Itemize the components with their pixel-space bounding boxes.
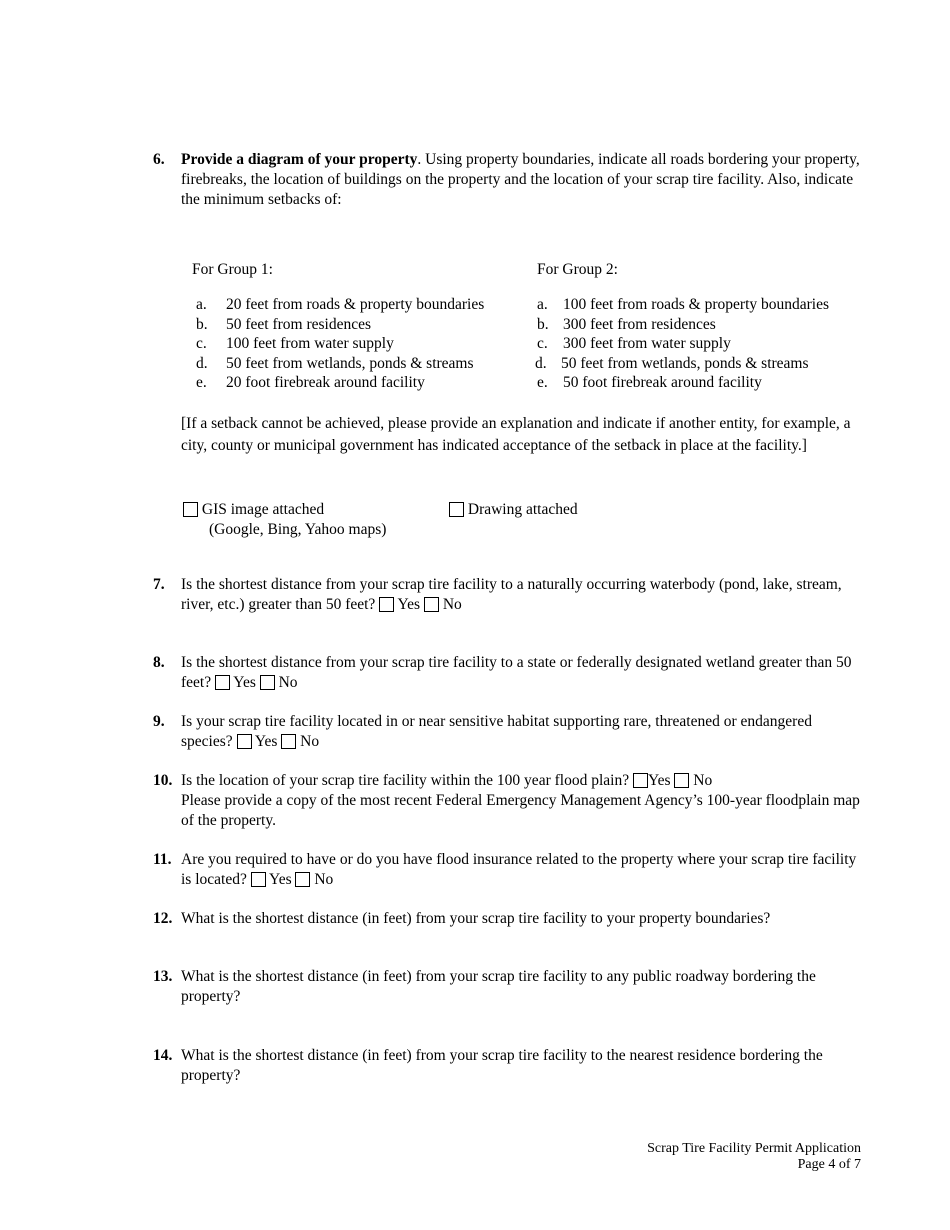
page-number: Page 4 of 7 <box>797 1157 861 1172</box>
group1-item: a. 20 feet from roads & property boundaries <box>196 296 485 313</box>
no-checkbox[interactable] <box>295 872 310 887</box>
question-number: 14. <box>153 1047 173 1064</box>
question-number: 11. <box>153 851 172 868</box>
question-10 <box>153 771 863 831</box>
question-number: 7. <box>153 576 165 593</box>
question-text: What is the shortest distance (in feet) from your scrap tire facility to the nearest residence bordering the property? <box>181 1047 823 1084</box>
question-title: Provide a diagram of your property <box>181 151 418 168</box>
question-text: What is the shortest distance (in feet) from your scrap tire facility to any public roadway bordering the property? <box>181 968 816 1005</box>
no-checkbox[interactable] <box>260 675 275 690</box>
page-footer <box>647 1141 861 1173</box>
question-number: 10. <box>153 772 173 789</box>
question-text: Is the shortest distance from your scrap tire facility to a naturally occurring waterbody (pond, lake, stream, river, etc.) greater than 50 feet? <box>181 576 842 613</box>
group1-item: c. 100 feet from water supply <box>196 335 394 352</box>
group2-item: a. 100 feet from roads & property boundaries <box>537 296 830 313</box>
no-checkbox[interactable] <box>674 773 689 788</box>
no-label: No <box>442 596 462 613</box>
group1-item: b. 50 feet from residences <box>196 316 372 333</box>
group2-item: c. 300 feet from water supply <box>537 335 731 352</box>
no-label: No <box>693 772 713 789</box>
gis-sublabel: (Google, Bing, Yahoo maps) <box>209 521 387 538</box>
group2-heading: For Group 2: <box>537 261 618 278</box>
yes-checkbox[interactable] <box>237 734 252 749</box>
question-text: Is the location of your scrap tire facility within the 100 year flood plain? <box>181 772 630 789</box>
question-number: 8. <box>153 654 165 671</box>
drawing-option <box>449 500 578 520</box>
question-12 <box>153 909 863 929</box>
yes-checkbox[interactable] <box>633 773 648 788</box>
yes-label: Yes <box>269 871 292 888</box>
no-label: No <box>278 674 298 691</box>
yes-label: Yes <box>233 674 256 691</box>
group2-item: d. 50 feet from wetlands, ponds & streams <box>535 355 809 372</box>
gis-checkbox[interactable] <box>183 502 198 517</box>
no-label: No <box>300 733 320 750</box>
question-text: Provide a diagram of your property. Using property boundaries, indicate all roads bordering your property, firebreaks, the location of buildings on the property and the location of your scrap tire facility. Also, indicate the minimum setbacks of: <box>181 151 860 208</box>
footer-title: Scrap Tire Facility Permit Application <box>647 1141 861 1156</box>
question-text: Are you required to have or do you have flood insurance related to the property where your scrap tire facility is located? <box>181 851 857 888</box>
gis-label: GIS image attached <box>201 501 325 518</box>
no-checkbox[interactable] <box>424 597 439 612</box>
no-label: No <box>314 871 334 888</box>
no-checkbox[interactable] <box>281 734 296 749</box>
group2-item: e. 50 foot firebreak around facility <box>537 374 762 391</box>
question-6 <box>153 150 863 210</box>
question-number: 6. <box>153 151 165 168</box>
group1-heading: For Group 1: <box>192 261 273 278</box>
yes-checkbox[interactable] <box>215 675 230 690</box>
gis-option <box>183 500 324 520</box>
question-number: 13. <box>153 968 173 985</box>
question-text: Is the shortest distance from your scrap tire facility to a state or federally designated wetland greater than 50 feet? <box>181 654 852 691</box>
question-instructions: Please provide a copy of the most recent Federal Emergency Management Agency’s 100-year floodplain map of the property. <box>181 792 860 829</box>
yes-label: Yes <box>647 772 671 789</box>
question-9 <box>153 712 863 752</box>
question-number: 9. <box>153 713 165 730</box>
group1-item: d. 50 feet from wetlands, ponds & streams <box>196 355 474 372</box>
question-7 <box>153 575 863 615</box>
setback-note: [If a setback cannot be achieved, please provide an explanation and indicate if another entity, for example, a city, county or municipal government has indicated acceptance of the setback in place at the facility.] <box>181 415 851 454</box>
drawing-checkbox[interactable] <box>449 502 464 517</box>
question-8 <box>153 653 863 693</box>
question-11 <box>153 850 863 890</box>
question-text: What is the shortest distance (in feet) from your scrap tire facility to your property boundaries? <box>181 910 771 927</box>
group1-item: e. 20 foot firebreak around facility <box>196 374 425 391</box>
question-text: Is your scrap tire facility located in or near sensitive habitat supporting rare, threatened or endangered species? <box>181 713 812 750</box>
question-14 <box>153 1046 863 1086</box>
drawing-label: Drawing attached <box>467 501 578 518</box>
question-number: 12. <box>153 910 173 927</box>
yes-checkbox[interactable] <box>251 872 266 887</box>
group2-item: b. 300 feet from residences <box>537 316 716 333</box>
yes-label: Yes <box>397 596 421 613</box>
yes-checkbox[interactable] <box>379 597 394 612</box>
yes-label: Yes <box>254 733 278 750</box>
question-13 <box>153 967 863 1007</box>
